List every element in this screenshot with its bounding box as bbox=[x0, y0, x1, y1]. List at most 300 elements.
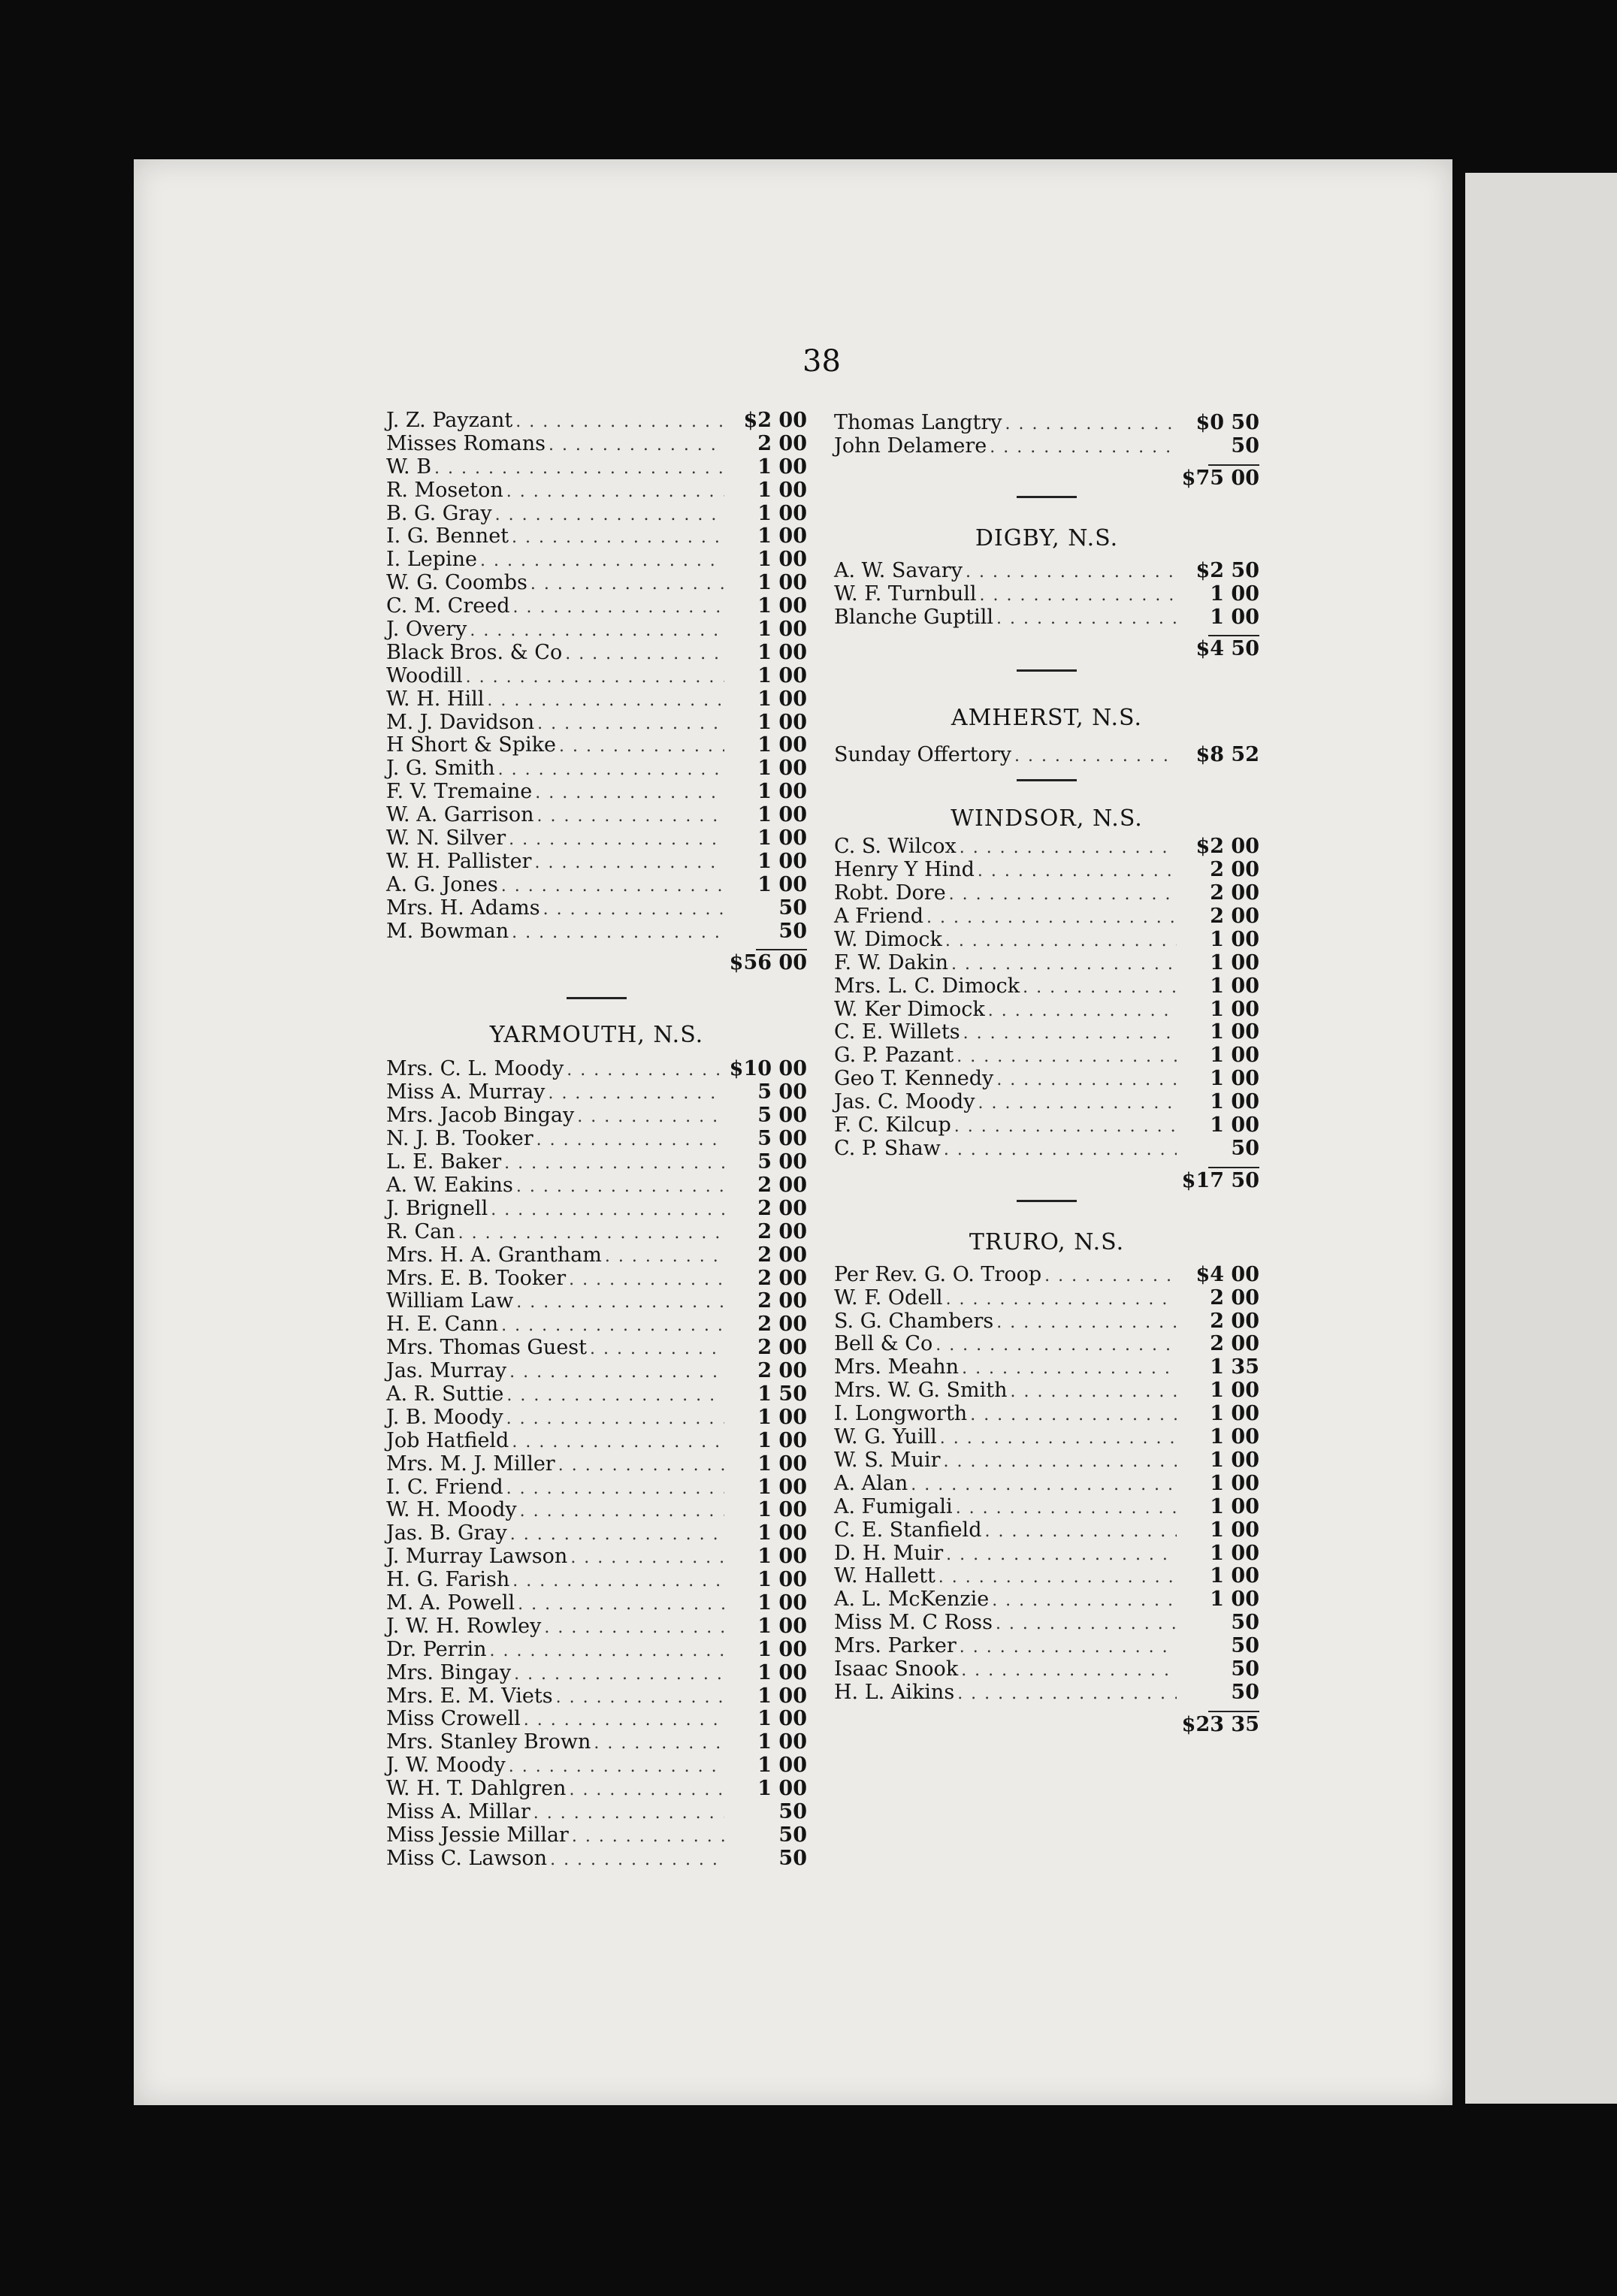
list-item bbox=[834, 1473, 1259, 1496]
list-item bbox=[834, 1403, 1259, 1426]
leader-dots bbox=[989, 1590, 1177, 1613]
leader-dots bbox=[467, 620, 724, 643]
donor-name: Mrs. Thomas Guest bbox=[386, 1336, 588, 1360]
leader-dots bbox=[517, 1500, 724, 1524]
list-item bbox=[834, 952, 1259, 975]
leader-dots bbox=[503, 1408, 724, 1431]
leader-dots bbox=[530, 1802, 724, 1826]
list-item bbox=[386, 1058, 807, 1081]
list-item bbox=[834, 1044, 1259, 1068]
donation-amount: 5 00 bbox=[757, 1104, 807, 1128]
donation-amount: 1 00 bbox=[1210, 605, 1259, 629]
donation-amount: 1 00 bbox=[757, 1707, 807, 1731]
list-item bbox=[386, 1592, 807, 1615]
list-item bbox=[834, 412, 1259, 435]
donor-name: W. Ker Dimock bbox=[834, 997, 985, 1021]
leader-dots bbox=[977, 585, 1177, 608]
donor-name: Mrs. M. J. Miller bbox=[386, 1452, 555, 1476]
donor-name: C. P. Shaw bbox=[834, 1136, 941, 1160]
list-item bbox=[386, 618, 807, 642]
donor-name: W. Dimock bbox=[834, 927, 942, 951]
leader-dots bbox=[541, 1617, 724, 1640]
donor-name: L. E. Baker bbox=[386, 1150, 502, 1174]
donation-amount: 1 00 bbox=[1210, 1471, 1259, 1495]
donation-amount: $0 50 bbox=[1195, 411, 1259, 434]
section-total: $4 50 bbox=[1195, 637, 1259, 661]
donor-name: W. N. Silver bbox=[386, 826, 506, 850]
donor-name: Jas. C. Moody bbox=[834, 1090, 975, 1114]
donation-amount: 5 00 bbox=[757, 1150, 807, 1174]
donor-name: A. Fumigali bbox=[834, 1494, 953, 1518]
donation-amount: 1 00 bbox=[757, 780, 807, 804]
donation-amount: 1 00 bbox=[757, 1475, 807, 1499]
leader-dots bbox=[503, 1478, 724, 1501]
list-item bbox=[386, 1801, 807, 1824]
leader-dots bbox=[506, 1361, 724, 1385]
list-item bbox=[386, 711, 807, 735]
donation-amount: 1 50 bbox=[757, 1382, 807, 1406]
leader-dots bbox=[533, 805, 724, 829]
list-item bbox=[386, 595, 807, 618]
donor-name: Isaac Snook bbox=[834, 1657, 959, 1681]
list-item bbox=[386, 1244, 807, 1267]
leader-dots bbox=[602, 1246, 724, 1269]
donation-amount: 1 00 bbox=[1210, 1044, 1259, 1068]
list-item bbox=[386, 572, 807, 595]
page-number: 38 bbox=[802, 344, 841, 379]
list-item bbox=[386, 1151, 807, 1174]
donor-name: S. G. Chambers bbox=[834, 1309, 994, 1333]
leader-dots bbox=[987, 437, 1177, 460]
list-item bbox=[386, 1290, 807, 1313]
list-item bbox=[834, 1658, 1259, 1681]
donor-name: J. W. Moody bbox=[386, 1754, 506, 1778]
donation-amount: 1 00 bbox=[1210, 1564, 1259, 1588]
leader-dots bbox=[540, 899, 724, 922]
donor-name: Mrs. Bingay bbox=[386, 1660, 512, 1684]
list-item bbox=[834, 835, 1259, 859]
donation-amount: 5 00 bbox=[757, 1080, 807, 1104]
donation-amount: $2 00 bbox=[743, 409, 807, 432]
leader-dots bbox=[506, 829, 724, 852]
list-item bbox=[834, 606, 1259, 630]
leader-dots bbox=[981, 1521, 1177, 1544]
leader-dots bbox=[1041, 1265, 1177, 1288]
adjacent-page-edge bbox=[1465, 173, 1617, 2104]
donation-amount: 1 00 bbox=[757, 687, 807, 711]
donor-name: J. Overy bbox=[386, 618, 467, 642]
donation-amount: 50 bbox=[778, 1823, 807, 1847]
leader-dots bbox=[515, 1594, 724, 1617]
top-list bbox=[834, 412, 1259, 458]
list-item bbox=[386, 781, 807, 804]
list-item bbox=[834, 1021, 1259, 1044]
leader-dots bbox=[513, 1292, 724, 1315]
list-item bbox=[386, 1198, 807, 1221]
donation-amount: 1 00 bbox=[757, 1660, 807, 1684]
donation-amount: 1 00 bbox=[757, 478, 807, 502]
list-item bbox=[834, 1310, 1259, 1334]
donor-name: Miss A. Millar bbox=[386, 1799, 530, 1823]
donor-name: Miss Jessie Millar bbox=[386, 1823, 569, 1847]
donation-amount: 1 00 bbox=[757, 1521, 807, 1545]
donor-name: R. Can bbox=[386, 1219, 455, 1243]
leader-dots bbox=[569, 1826, 724, 1849]
donation-amount: 2 00 bbox=[1210, 858, 1259, 882]
donor-name: Henry Y Hind bbox=[834, 858, 975, 882]
section-title-windsor: WINDSOR, N.S. bbox=[951, 805, 1143, 832]
leader-dots bbox=[908, 1474, 1177, 1497]
list-item bbox=[834, 1496, 1259, 1519]
donation-amount: 1 00 bbox=[1210, 1090, 1259, 1114]
list-item bbox=[386, 1824, 807, 1847]
donation-amount: 2 00 bbox=[757, 1336, 807, 1360]
donation-amount: 1 00 bbox=[757, 1428, 807, 1452]
leader-dots bbox=[503, 1385, 724, 1408]
list-item bbox=[834, 1449, 1259, 1473]
donation-amount: 2 00 bbox=[757, 1359, 807, 1383]
leader-dots bbox=[937, 1427, 1177, 1451]
donor-name: Dr. Perrin bbox=[386, 1637, 487, 1661]
donor-name: Mrs. C. L. Moody bbox=[386, 1057, 564, 1081]
donor-name: M. A. Powell bbox=[386, 1591, 515, 1615]
donor-name: M. J. Davidson bbox=[386, 710, 535, 734]
leader-dots bbox=[484, 690, 724, 713]
list-item bbox=[386, 1453, 807, 1476]
donation-amount: 1 35 bbox=[1210, 1355, 1259, 1379]
donor-name: Thomas Langtry bbox=[834, 411, 1002, 434]
section-total: $17 50 bbox=[1181, 1168, 1259, 1192]
donation-amount: 1 00 bbox=[757, 618, 807, 642]
donor-name: Mrs. Jacob Bingay bbox=[386, 1104, 575, 1128]
donation-amount: 1 00 bbox=[757, 1730, 807, 1754]
donation-amount: 1 00 bbox=[757, 1545, 807, 1569]
list-item bbox=[834, 929, 1259, 952]
leader-dots bbox=[521, 1709, 724, 1733]
donor-name: Mrs. W. G. Smith bbox=[834, 1379, 1008, 1403]
donor-name: I. G. Bennet bbox=[386, 524, 509, 548]
donor-name: W. S. Muir bbox=[834, 1448, 941, 1472]
donor-name: W. G. Coombs bbox=[386, 571, 527, 595]
donation-amount: 1 00 bbox=[757, 663, 807, 687]
donor-name: J. B. Moody bbox=[386, 1405, 503, 1429]
donor-name: A. R. Suttie bbox=[386, 1382, 504, 1406]
leader-dots bbox=[533, 1129, 724, 1153]
leader-dots bbox=[534, 713, 724, 736]
list-item bbox=[386, 850, 807, 874]
donation-amount: 1 00 bbox=[1210, 1402, 1259, 1426]
donation-amount: 50 bbox=[1231, 1136, 1259, 1160]
leader-dots bbox=[509, 527, 724, 550]
donation-amount: 1 00 bbox=[757, 872, 807, 896]
donor-name: Per Rev. G. O. Troop bbox=[834, 1262, 1042, 1286]
leader-dots bbox=[587, 1338, 724, 1361]
donor-name: H. G. Farish bbox=[386, 1568, 510, 1592]
donor-name: Misses Romans bbox=[386, 431, 546, 455]
donation-amount: 1 00 bbox=[757, 1405, 807, 1429]
donation-amount: 1 00 bbox=[1210, 1379, 1259, 1403]
list-item bbox=[386, 503, 807, 526]
leader-dots bbox=[967, 1404, 1177, 1427]
donor-name: Mrs. E. M. Viets bbox=[386, 1684, 553, 1708]
donor-name: Bell & Co bbox=[834, 1332, 933, 1356]
donor-name: I. Lepine bbox=[386, 548, 478, 572]
donor-name: W. F. Turnbull bbox=[834, 582, 977, 606]
list-item bbox=[386, 409, 807, 433]
donation-amount: $2 00 bbox=[1195, 835, 1259, 859]
donor-name: F. W. Dakin bbox=[834, 950, 949, 974]
donation-amount: 1 00 bbox=[757, 803, 807, 827]
list-item bbox=[834, 905, 1259, 929]
leader-dots bbox=[531, 852, 724, 875]
donation-amount: 2 00 bbox=[1210, 1332, 1259, 1356]
donor-name: Mrs. H. Adams bbox=[386, 896, 540, 920]
leader-dots bbox=[574, 1106, 724, 1129]
leader-dots bbox=[455, 1222, 724, 1246]
donor-name: Jas. Murray bbox=[386, 1359, 507, 1383]
list-item bbox=[834, 1356, 1259, 1379]
list-item bbox=[386, 1081, 807, 1104]
donor-name: D. H. Muir bbox=[834, 1541, 944, 1565]
leader-dots bbox=[959, 1358, 1177, 1381]
donor-name: H. L. Aikins bbox=[834, 1680, 955, 1704]
list-item bbox=[834, 1137, 1259, 1161]
leader-dots bbox=[498, 875, 724, 899]
list-item bbox=[386, 734, 807, 757]
leader-dots bbox=[501, 1153, 724, 1176]
donor-name: Mrs. H. A. Grantham bbox=[386, 1243, 602, 1267]
donor-name: Black Bros. & Co bbox=[386, 640, 563, 664]
donation-amount: 1 00 bbox=[1210, 927, 1259, 951]
list-item bbox=[386, 874, 807, 897]
donation-amount: 2 00 bbox=[1210, 1285, 1259, 1310]
donor-name: John Delamere bbox=[834, 434, 987, 458]
list-item bbox=[386, 1615, 807, 1639]
donation-amount: 1 00 bbox=[757, 1637, 807, 1661]
donation-amount: 1 00 bbox=[757, 501, 807, 525]
donation-amount: 2 00 bbox=[757, 1313, 807, 1337]
donation-amount: 2 00 bbox=[757, 1219, 807, 1243]
list-item bbox=[386, 1221, 807, 1244]
list-item bbox=[386, 1708, 807, 1731]
leader-dots bbox=[953, 1497, 1177, 1521]
list-item bbox=[834, 583, 1259, 606]
list-item bbox=[386, 757, 807, 781]
list-item bbox=[386, 1313, 807, 1337]
donation-amount: $2 50 bbox=[1195, 558, 1259, 582]
leader-dots bbox=[511, 1663, 724, 1687]
donation-amount: $4 00 bbox=[1195, 1262, 1259, 1286]
donor-name: W. A. Garrison bbox=[386, 803, 534, 827]
list-item bbox=[386, 1522, 807, 1545]
list-item bbox=[386, 1569, 807, 1592]
list-item bbox=[834, 1287, 1259, 1310]
leader-dots bbox=[431, 458, 724, 481]
list-item bbox=[834, 1635, 1259, 1658]
donor-name: H. E. Cann bbox=[386, 1313, 499, 1337]
leader-dots bbox=[545, 1083, 724, 1106]
list-item bbox=[386, 1685, 807, 1708]
leader-dots bbox=[547, 1849, 724, 1872]
windsor-list bbox=[834, 835, 1259, 1160]
donation-amount: 1 00 bbox=[1210, 1518, 1259, 1542]
leader-dots bbox=[509, 1570, 724, 1594]
leader-dots bbox=[993, 1613, 1177, 1636]
donor-name: C. S. Wilcox bbox=[834, 835, 957, 859]
donor-name: Blanche Guptill bbox=[834, 605, 994, 629]
donation-amount: 1 00 bbox=[1210, 1494, 1259, 1518]
list-item bbox=[834, 998, 1259, 1022]
left-column bbox=[386, 409, 807, 1871]
leader-dots bbox=[566, 1779, 724, 1802]
list-item bbox=[386, 433, 807, 456]
donor-name: W. H. Moody bbox=[386, 1498, 517, 1522]
donation-amount: 50 bbox=[778, 919, 807, 943]
leader-dots bbox=[985, 1000, 1177, 1023]
donation-amount: 1 00 bbox=[757, 640, 807, 664]
donation-amount: 1 00 bbox=[757, 1591, 807, 1615]
donor-name: I. Longworth bbox=[834, 1402, 968, 1426]
leader-dots bbox=[1020, 977, 1177, 1000]
leader-dots bbox=[509, 1431, 724, 1455]
donation-amount: 1 00 bbox=[1210, 1588, 1259, 1612]
leader-dots bbox=[527, 573, 724, 597]
donor-name: J. Brignell bbox=[386, 1196, 488, 1220]
list-item bbox=[834, 1333, 1259, 1356]
list-item bbox=[834, 1379, 1259, 1403]
donor-name: J. Z. Payzant bbox=[386, 409, 513, 432]
donor-name: W. H. T. Dahlgren bbox=[386, 1777, 567, 1801]
donation-amount: 1 00 bbox=[757, 1452, 807, 1476]
donation-amount: 1 00 bbox=[757, 1754, 807, 1778]
donation-amount: 1 00 bbox=[757, 826, 807, 850]
donation-amount: 2 00 bbox=[757, 1173, 807, 1197]
donation-amount: 1 00 bbox=[757, 455, 807, 479]
leader-dots bbox=[562, 643, 724, 666]
leader-dots bbox=[948, 953, 1177, 977]
list-item bbox=[386, 1639, 807, 1662]
leader-dots bbox=[487, 1640, 724, 1663]
list-item bbox=[834, 1264, 1259, 1287]
donor-name: A. G. Jones bbox=[386, 872, 498, 896]
list-item bbox=[834, 1091, 1259, 1114]
list-item bbox=[386, 1406, 807, 1430]
list-item bbox=[386, 897, 807, 920]
donation-amount: 50 bbox=[1231, 1611, 1259, 1635]
section-title-truro: TRURO, N.S. bbox=[969, 1228, 1125, 1255]
leader-dots bbox=[923, 907, 1177, 930]
list-item bbox=[386, 827, 807, 850]
donor-name: A. L. McKenzie bbox=[834, 1588, 990, 1612]
list-item bbox=[386, 1731, 807, 1754]
list-item bbox=[386, 525, 807, 548]
leader-dots bbox=[954, 1046, 1177, 1069]
list-item bbox=[386, 456, 807, 479]
donation-amount: 2 00 bbox=[757, 1289, 807, 1313]
donation-amount: 1 00 bbox=[1210, 950, 1259, 974]
donation-amount: 1 00 bbox=[1210, 1113, 1259, 1137]
leader-dots bbox=[946, 884, 1177, 907]
leader-dots bbox=[509, 597, 724, 620]
donor-name: B. G. Gray bbox=[386, 501, 492, 525]
donation-amount: 5 00 bbox=[757, 1127, 807, 1151]
donation-amount: 1 00 bbox=[757, 594, 807, 618]
list-item bbox=[386, 1430, 807, 1453]
donor-name: Mrs. E. B. Tooker bbox=[386, 1266, 567, 1290]
donor-name: J. W. H. Rowley bbox=[386, 1614, 542, 1638]
list-item bbox=[386, 1337, 807, 1360]
donation-amount: 1 00 bbox=[1210, 974, 1259, 998]
leader-dots bbox=[960, 1023, 1177, 1046]
donor-name: C. E. Willets bbox=[834, 1020, 960, 1044]
list-item bbox=[386, 1847, 807, 1871]
leader-dots bbox=[1002, 413, 1177, 437]
leader-dots bbox=[546, 434, 724, 458]
donor-name: Sunday Offertory bbox=[834, 743, 1011, 767]
leader-dots bbox=[993, 1069, 1177, 1092]
donor-name: A. W. Eakins bbox=[386, 1173, 513, 1197]
leader-dots bbox=[506, 1756, 724, 1779]
donation-amount: 50 bbox=[1231, 1657, 1259, 1681]
list-item bbox=[834, 1612, 1259, 1635]
section-title-digby: DIGBY, N.S. bbox=[975, 524, 1119, 551]
leader-dots bbox=[957, 1636, 1177, 1660]
donor-name: J. Murray Lawson bbox=[386, 1545, 568, 1569]
leader-dots bbox=[463, 666, 724, 690]
leader-dots bbox=[958, 1660, 1177, 1683]
list-item bbox=[386, 1545, 807, 1569]
donor-name: Miss Crowell bbox=[386, 1707, 521, 1731]
digby-list bbox=[834, 560, 1259, 630]
leader-dots bbox=[556, 736, 724, 759]
donor-name: Robt. Dore bbox=[834, 881, 946, 905]
donation-amount: 1 00 bbox=[1210, 1541, 1259, 1565]
donor-name: H Short & Spike bbox=[386, 733, 556, 757]
donation-amount: 2 00 bbox=[1210, 905, 1259, 929]
donor-name: I. C. Friend bbox=[386, 1475, 503, 1499]
donor-name: W. H. Hill bbox=[386, 687, 485, 711]
list-item bbox=[386, 1174, 807, 1198]
donation-amount: 1 00 bbox=[1210, 997, 1259, 1021]
donor-name: A. Alan bbox=[834, 1471, 908, 1495]
list-item bbox=[834, 1588, 1259, 1612]
donor-name: W. Hallett bbox=[834, 1564, 935, 1588]
section-total: $56 00 bbox=[729, 951, 807, 975]
donor-name: N. J. B. Tooker bbox=[386, 1127, 533, 1151]
list-item bbox=[834, 882, 1259, 905]
donation-amount: 2 00 bbox=[757, 1266, 807, 1290]
list-item bbox=[386, 642, 807, 665]
right-column bbox=[834, 412, 1259, 1738]
leader-dots bbox=[940, 1451, 1177, 1474]
section-title-amherst: AMHERST, N.S. bbox=[951, 705, 1143, 732]
donor-name: C. M. Creed bbox=[386, 594, 510, 618]
leader-dots bbox=[555, 1455, 724, 1478]
leader-dots bbox=[567, 1547, 724, 1570]
amherst-list bbox=[834, 744, 1259, 767]
donation-amount: $10 00 bbox=[729, 1057, 807, 1081]
list-item bbox=[386, 1778, 807, 1801]
section-total: $75 00 bbox=[1181, 466, 1259, 490]
leader-dots bbox=[564, 1059, 724, 1083]
donation-amount: 50 bbox=[1231, 1634, 1259, 1658]
list-item bbox=[834, 1565, 1259, 1588]
donor-name: Mrs. L. C. Dimock bbox=[834, 974, 1020, 998]
top-list bbox=[386, 409, 807, 943]
list-item bbox=[834, 1426, 1259, 1449]
donor-name: F. V. Tremaine bbox=[386, 780, 533, 804]
donation-amount: 1 00 bbox=[757, 1684, 807, 1708]
